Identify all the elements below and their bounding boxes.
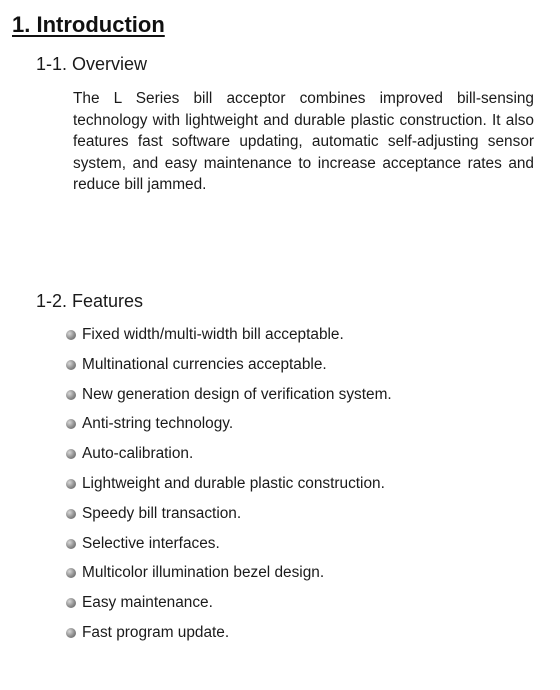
bullet-icon bbox=[66, 509, 76, 519]
bullet-icon bbox=[66, 628, 76, 638]
feature-label: New generation design of verification system. bbox=[82, 385, 392, 403]
bullet-icon bbox=[66, 539, 76, 549]
feature-label: Easy maintenance. bbox=[82, 594, 213, 612]
bullet-icon bbox=[66, 360, 76, 370]
section-heading-overview: 1-1. Overview bbox=[36, 54, 148, 74]
feature-label: Auto-calibration. bbox=[82, 445, 194, 463]
feature-label: Lightweight and durable plastic construction. bbox=[82, 475, 385, 492]
bullet-icon bbox=[66, 419, 76, 429]
feature-label: Fast program update. bbox=[82, 624, 230, 641]
bullet-icon bbox=[66, 330, 76, 340]
bullet-icon bbox=[66, 568, 76, 578]
bullet-icon bbox=[66, 390, 76, 400]
bullet-icon bbox=[66, 479, 76, 489]
feature-label: Multinational currencies acceptable. bbox=[82, 355, 327, 373]
feature-label: Fixed width/multi-width bill acceptable. bbox=[82, 326, 344, 343]
bullet-icon bbox=[66, 598, 76, 608]
feature-label: Anti-string technology. bbox=[82, 415, 234, 433]
feature-label: Multicolor illumination bezel design. bbox=[82, 564, 325, 582]
overview-paragraph: The L Series bill acceptor combines improved bill-sensing technology with lightweight and durable plastic construction. It also features fast software updating, automatic self-adjusting sensor system, and easy maintenance to increase acceptance rates and reduce bill jammed. bbox=[73, 90, 534, 194]
section-heading-features: 1-2. Features bbox=[36, 291, 144, 311]
page-title: 1. Introduction bbox=[12, 12, 165, 37]
feature-label: Speedy bill transaction. bbox=[82, 504, 242, 522]
feature-label: Selective interfaces. bbox=[82, 534, 220, 552]
bullet-icon bbox=[66, 449, 76, 459]
